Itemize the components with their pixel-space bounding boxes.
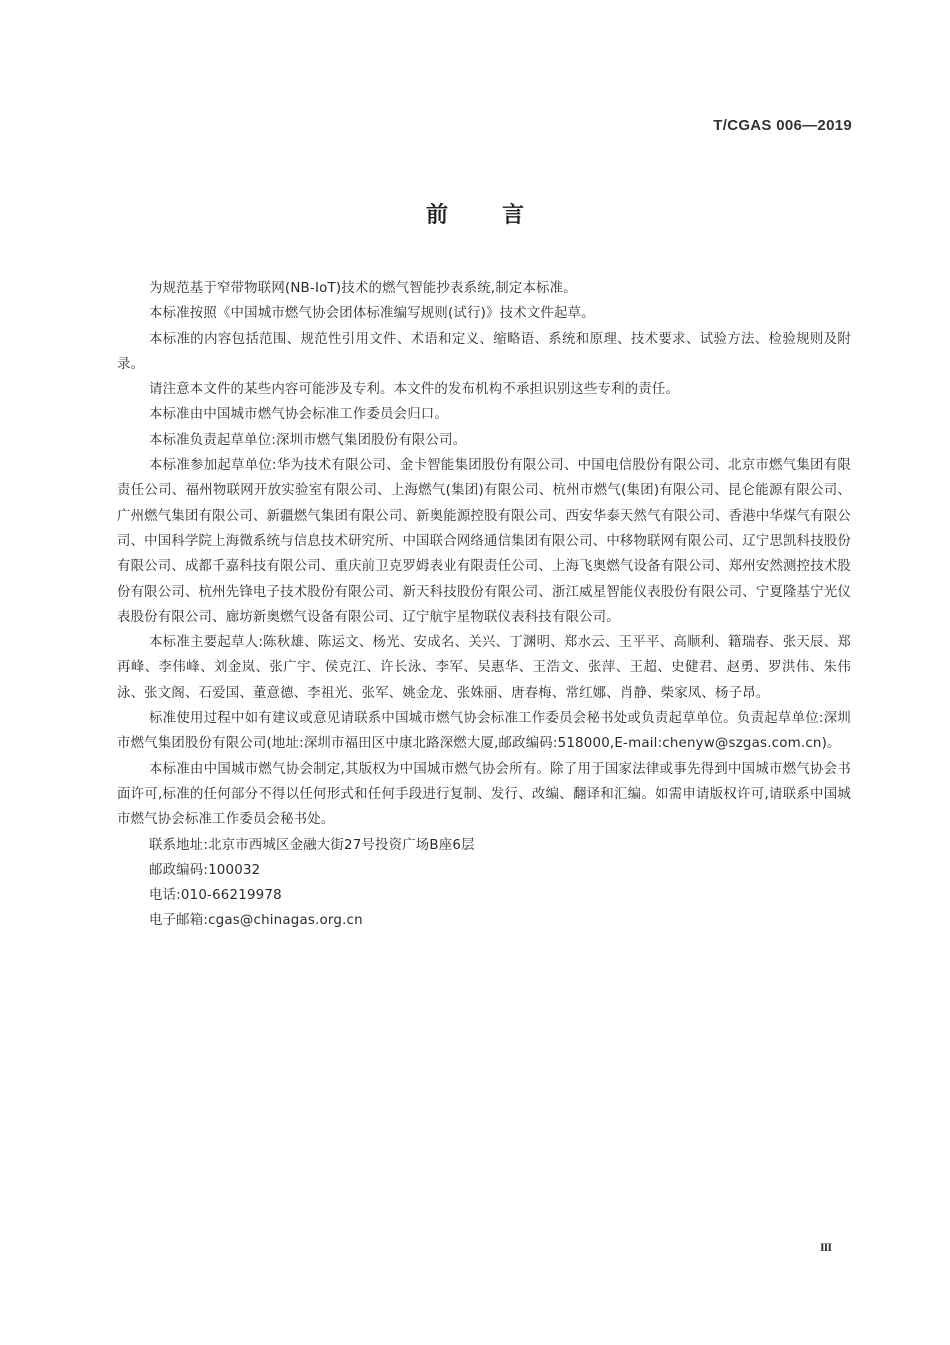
- document-body: [117, 276, 851, 934]
- paragraph-participating-drafters: 本标准参加起草单位:华为技术有限公司、金卡智能集团股份有限公司、中国电信股份有限公司、北京市燃气集团有限责任公司、福州物联网开放实验室有限公司、上海燃气(集团)有限公司、杭州市燃气(集团)有限公司、昆仑能源有限公司、广州燃气集团有限公司、新疆燃气集团有限公司、新奥能源控股有限公司、西安华泰天然气有限公司、香港中华煤气有限公司、中国科学院上海微系统与信息技术研究所、中国联合网络通信集团有限公司、中移物联网有限公司、辽宁思凯科技股份有限公司、成都千嘉科技有限公司、重庆前卫克罗姆表业有限责任公司、上海飞奥燃气设备有限公司、郑州安然测控技术股份有限公司、杭州先锋电子技术股份有限公司、新天科技股份有限公司、浙江威星智能仪表股份有限公司、宁夏隆基宁光仪表股份有限公司、廊坊新奥燃气设备有限公司、辽宁航宇星物联仪表科技有限公司。: [117, 458, 851, 625]
- page-number: III: [820, 1240, 832, 1254]
- contact-block: [117, 833, 851, 934]
- paragraph-responsible-committee: 本标准由中国城市燃气协会标准工作委员会归口。: [149, 407, 448, 423]
- paragraph-main-drafters: 本标准主要起草人:陈秋雄、陈运文、杨光、安成名、关兴、丁渊明、郑水云、王平平、高顺利、籍瑞春、张天辰、郑再峰、李伟峰、刘金岚、张广宇、侯克江、许长泳、李军、吴惠华、王浩文、张萍、王超、史健君、赵勇、罗洪伟、朱伟泳、张文阁、石爱国、董意德、李祖光、张军、姚金龙、张姝丽、唐春梅、常红娜、肖静、柴家凤、杨子昂。: [117, 635, 851, 701]
- contact-postal-code: 邮政编码:100032: [149, 862, 261, 878]
- paragraph-patent-notice: 请注意本文件的某些内容可能涉及专利。本文件的发布机构不承担识别这些专利的责任。: [149, 382, 680, 398]
- paragraph-lead-drafter: 本标准负责起草单位:深圳市燃气集团股份有限公司。: [149, 432, 467, 448]
- contact-email: 电子邮箱:cgas@chinagas.org.cn: [149, 913, 363, 929]
- paragraph-purpose: 为规范基于窄带物联网(NB-IoT)技术的燃气智能抄表系统,制定本标准。: [149, 281, 577, 296]
- paragraph-drafting-rules: 本标准按照《中国城市燃气协会团体标准编写规则(试行)》技术文件起草。: [149, 306, 595, 322]
- paragraph-copyright: 本标准由中国城市燃气协会制定,其版权为中国城市燃气协会所有。除了用于国家法律或事先得到中国城市燃气协会书面许可,标准的任何部分不得以任何形式和任何手段进行复制、发行、改编、翻译和汇编。如需申请版权许可,请联系中国城市燃气协会标准工作委员会秘书处。: [117, 761, 851, 828]
- paragraph-feedback: 标准使用过程中如有建议或意见请联系中国城市燃气协会标准工作委员会秘书处或负责起草单位。负责起草单位:深圳市燃气集团股份有限公司(地址:深圳市福田区中康北路深燃大厦,邮政编码:518000,E-mail:chenyw@szgas.com.cn)。: [117, 711, 851, 752]
- contact-phone: 电话:010-66219978: [149, 888, 282, 904]
- contact-address: 联系地址:北京市西城区金融大街27号投资广场B座6层: [149, 837, 475, 853]
- paragraph-contents: 本标准的内容包括范围、规范性引用文件、术语和定义、缩略语、系统和原理、技术要求、试验方法、检验规则及附录。: [117, 331, 851, 372]
- standard-number: T/CGAS 006—2019: [713, 117, 852, 134]
- page-title: 前言: [425, 203, 578, 228]
